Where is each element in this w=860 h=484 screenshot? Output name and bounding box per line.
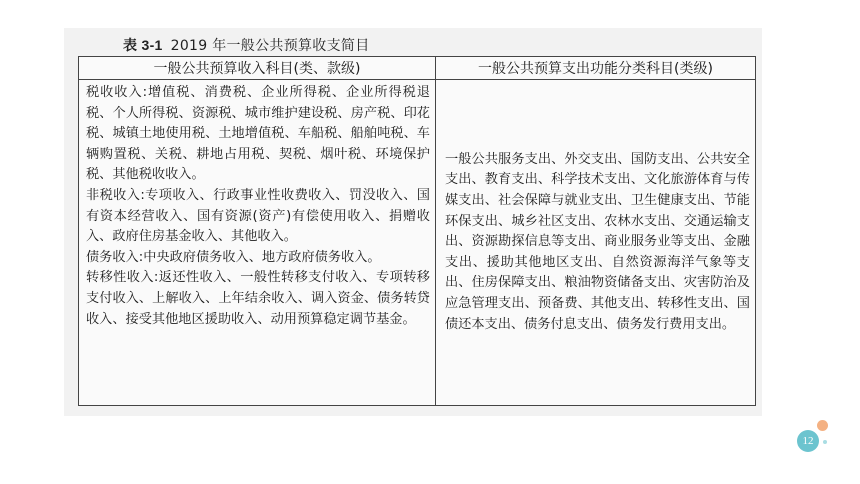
scanned-document: [64, 28, 762, 416]
table-caption-title: 2019 年一般公共预算收支简目: [170, 38, 370, 54]
non-tax-revenue-paragraph: 非税收入:专项收入、行政事业性收费收入、罚没收入、国有资本经营收入、国有资源(资产)有偿使用收入、捐赠收入、政府住房基金收入、其他收入。: [86, 187, 430, 245]
decorative-teal-dot: [823, 440, 827, 444]
page-number-badge: 12: [797, 430, 819, 452]
table-body-row: [79, 80, 756, 406]
tax-revenue-paragraph: 税收收入:增值税、消费税、企业所得税、企业所得税退税、个人所得税、资源税、城市维护建设税、房产税、印花税、城镇土地使用税、土地增值税、车船税、船舶吨税、车辆购置税、关税、耕地占用税、契税、烟叶税、环境保护税、其他税收收入。: [86, 85, 430, 183]
table-caption-label: 表 3-1: [123, 37, 163, 53]
expenditure-paragraph: 一般公共服务支出、外交支出、国防支出、公共安全支出、教育支出、科学技术支出、文化旅游体育与传媒支出、社会保障与就业支出、卫生健康支出、节能环保支出、城乡社区支出、农林水支出、交通运输支出、资源勘探信息等支出、商业服务业等支出、金融支出、援助其他地区支出、自然资源海洋气象等支出、住房保障支出、粮油物资储备支出、灾害防治及应急管理支出、预备费、其他支出、转移性支出、国债还本支出、债务付息支出、债务发行费用支出。: [445, 151, 750, 332]
expenditure-header: 一般公共预算支出功能分类科目(类级): [436, 57, 756, 80]
debt-revenue-paragraph: 债务收入:中央政府债务收入、地方政府债务收入。: [86, 249, 381, 265]
table-caption: [120, 35, 370, 55]
revenue-header: 一般公共预算收入科目(类、款级): [79, 57, 436, 80]
expenditure-cell: [436, 80, 756, 406]
budget-table: [78, 56, 756, 406]
table-header-row: [79, 57, 756, 80]
decorative-orange-dot: [817, 420, 828, 431]
transfer-revenue-paragraph: 转移性收入:返还性收入、一般性转移支付收入、专项转移支付收入、上解收入、上年结余收入、调入资金、债务转贷收入、接受其他地区援助收入、动用预算稳定调节基金。: [86, 270, 430, 327]
revenue-cell: [79, 80, 436, 406]
